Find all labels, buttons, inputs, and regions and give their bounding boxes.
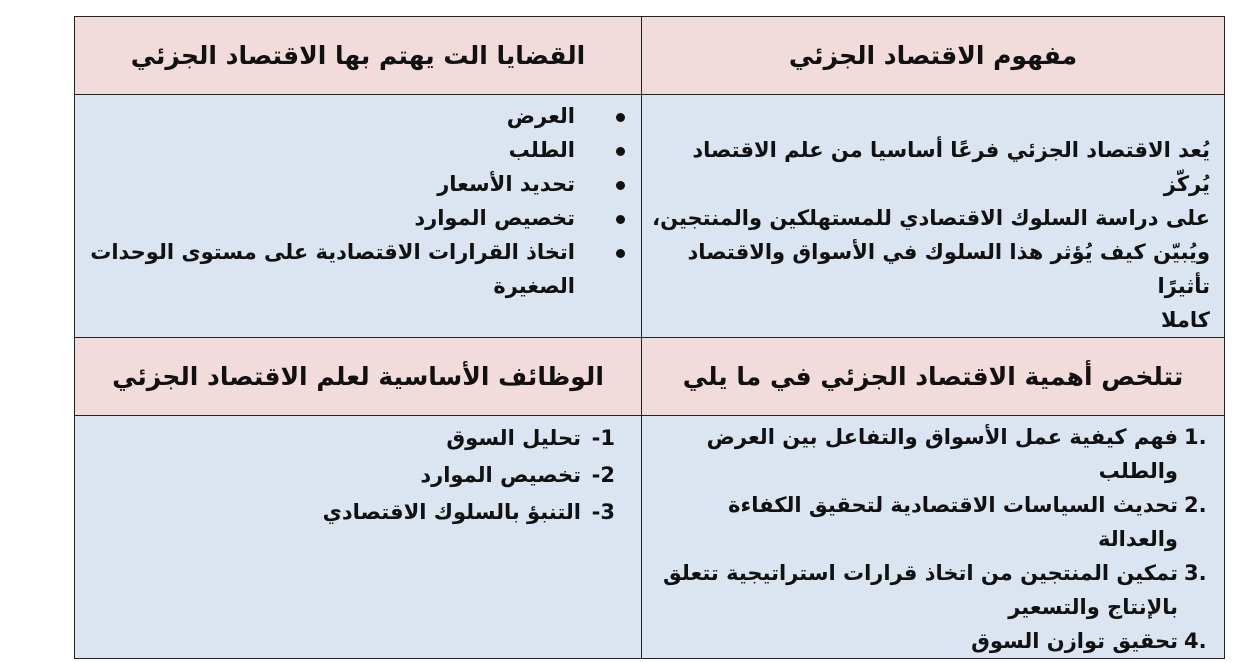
list-item [85, 420, 631, 457]
concept-line: على دراسة السلوك الاقتصادي للمستهلكين والمنتجين، [652, 206, 1210, 230]
concept-body-cell [642, 95, 1225, 338]
concept-line: ويُبيّن كيف يُؤثر هذا السلوك في الأسواق والاقتصاد تأثيرًا [687, 240, 1210, 298]
concept-text [642, 95, 1224, 337]
list-item: تحديد الأسعار [85, 167, 575, 201]
importance-list [642, 416, 1224, 658]
header-row-2 [75, 338, 1225, 416]
item-text: تخصيص الموارد [420, 463, 581, 487]
list-item [85, 457, 631, 494]
importance-header: تتلخص أهمية الاقتصاد الجزئي في ما يلي [682, 362, 1184, 391]
list-item: اتخاذ القرارات الاقتصادية على مستوى الوحدات الصغيرة [85, 235, 575, 303]
item-number: 1. [1184, 425, 1207, 449]
concept-header: مفهوم الاقتصاد الجزئي [788, 41, 1078, 70]
item-number: 3. [1184, 561, 1207, 585]
list-item [648, 420, 1214, 488]
header-row-1 [75, 17, 1225, 95]
functions-list [75, 416, 641, 531]
concept-line: كاملا [1160, 308, 1210, 332]
importance-body-cell [642, 416, 1225, 659]
functions-header-cell [75, 338, 642, 416]
item-text: تمكين المنتجين من اتخاذ قرارات استراتيجية تتعلق بالإنتاج والتسعير [662, 561, 1178, 619]
concept-header-cell [642, 17, 1225, 95]
issues-header: القضايا الت يهتم بها الاقتصاد الجزئي [130, 41, 586, 70]
body-row-1 [75, 95, 1225, 338]
item-text: تحقيق توازن السوق [971, 629, 1178, 653]
item-number: 2- [591, 463, 615, 487]
functions-header: الوظائف الأساسية لعلم الاقتصاد الجزئي [112, 362, 604, 391]
list-item: تخصيص الموارد [85, 201, 575, 235]
list-item [648, 556, 1214, 624]
list-item [648, 488, 1214, 556]
concept-line: يُعد الاقتصاد الجزئي فرعًا أساسيا من علم الاقتصاد يُركّز [692, 138, 1210, 196]
list-item [648, 624, 1214, 658]
issues-list [75, 95, 641, 303]
list-item: الطلب [85, 133, 575, 167]
item-text: تحديث السياسات الاقتصادية لتحقيق الكفاءة والعدالة [728, 493, 1178, 551]
item-text: فهم كيفية عمل الأسواق والتفاعل بين العرض والطلب [706, 425, 1178, 483]
importance-header-cell [642, 338, 1225, 416]
item-number: 3- [591, 500, 615, 524]
issues-header-cell [75, 17, 642, 95]
micro-economics-table [74, 16, 1225, 659]
item-text: التنبؤ بالسلوك الاقتصادي [322, 500, 581, 524]
item-text: تحليل السوق [446, 426, 581, 450]
list-item [85, 494, 631, 531]
item-number: 1- [591, 426, 615, 450]
issues-body-cell [75, 95, 642, 338]
body-row-2 [75, 416, 1225, 659]
functions-body-cell [75, 416, 642, 659]
list-item: العرض [85, 99, 575, 133]
item-number: 2. [1184, 493, 1207, 517]
item-number: 4. [1184, 629, 1207, 653]
